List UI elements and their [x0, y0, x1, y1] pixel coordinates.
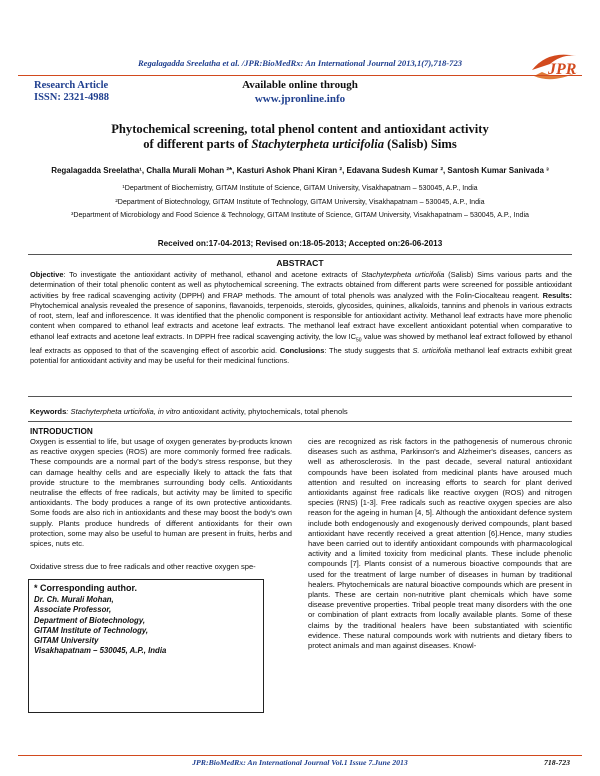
header-rule	[18, 75, 582, 76]
abstract-heading: ABSTRACT	[276, 258, 324, 268]
intro-paragraph-1: Oxygen is essential to life, but usage of oxygen generates by-products known as reactive oxygen species (ROS) are more commonly formed free radicals. These compounds are a normal part of the body's stress response, but they can damage healthy cells and are especially likely to attack the fats that provide structure to the membranes surrounding body cells. Antioxidants neutralise the effects of free radicals, but activity may be limited to specific antioxidants. The body produces a range of its own protective antioxidants. Some foods are also rich in antioxidants and these may boost the body's own supply. Plants produce hundreds of different antioxidants for their own protection, some may also be useful to human are present in fruits, herbs and spices, nuts etc.	[30, 437, 292, 549]
divider	[28, 421, 572, 422]
issn: ISSN: 2321-4988	[34, 92, 109, 103]
corr-line: Dr. Ch. Murali Mohan,	[34, 595, 114, 604]
paper-title	[60, 122, 540, 152]
corr-line: Associate Professor,	[34, 605, 112, 615]
divider	[28, 396, 572, 397]
journal-url-link[interactable]: www.jpronline.info	[254, 93, 346, 105]
submission-dates: Received on:17-04-2013; Revised on:18-05-2013; Accepted on:26-06-2013	[157, 239, 443, 248]
title-line-1: Phytochemical screening, total phenol content and antioxidant activity	[111, 122, 489, 136]
available-online: Available online through	[242, 79, 358, 91]
author-list: Regalagadda Sreelatha¹, Challa Murali Mohan ²*, Kasturi Ashok Phani Kiran ², Edavana Sudesh Kumar ², Santosh Kumar Sanivada ³	[51, 166, 549, 175]
corr-line: GITAM University	[34, 636, 99, 646]
page-range: 718-723	[544, 758, 570, 767]
intro-paragraph-2: Oxidative stress due to free radicals and other reactive oxygen spe-	[30, 562, 256, 571]
running-header: Regalagadda Sreelatha et al. /JPR:BioMedRx: An International Journal 2013,1(7),718-723	[137, 58, 463, 68]
corr-line: Department of Biotechnology,	[34, 615, 146, 625]
keywords: Keywords: Stachyterpheta urticifolia, in vitro antioxidant activity, phytochemicals, total phenols	[30, 407, 348, 416]
title-line-2: of different parts of Stachyterpheta urticifolia (Salisb) Sims	[143, 137, 457, 151]
footer-journal: JPR:BioMedRx: An International Journal Vol.1 Issue 7.June 2013	[192, 758, 408, 767]
introduction-heading: INTRODUCTION	[30, 427, 93, 436]
affiliation-2: ²Department of Biotechnology, GITAM Institute of Technology, GITAM University, Visakhapatnam – 530045, A.P., India	[115, 198, 485, 206]
affiliation-1: ¹Department of Biochemistry, GITAM Institute of Science, GITAM University, Visakhapatnam – 530045, A.P., India	[122, 184, 478, 192]
corr-line: Visakhapatnam – 530045, A.P., India	[34, 646, 167, 656]
corr-line: GITAM Institute of Technology,	[34, 625, 149, 635]
abstract-body: Objective: To investigate the antioxidant activity of methanol, ethanol and acetone extracts of Stachyterpheta urticifolia (Salisb) Sims various parts and the determination of their total phenolic content as well as phytochemical screening. The extracts obtained from different parts were screened for possible antioxidant activities by free radical scavenging activity (DPPH) and FRAP methods. The amount of total phenols was analyzed with the Folin-Ciocalteau reagent. Results: Phytochemical analysis revealed the presence of saponins, flavanoids, terpenoids, steroids, glycosides, quinines, alkaloids, tannins and phenols in various extracts of root, stem, leaf and inflorescence. It was identified that the phenolic component is responsible for antioxidant activity. Methanol leaf extracts have more phenolic content when compared to ethanol leaf extracts and acetone leaf extracts. The methanol leaf extract have excellent antioxidant potential when comparative to ethanol leaf extracts and acetone leaf extracts. In DPPH free radical scavenging activity, the low $IC_{50}$ value was showed by methanol leaf extract followed by ethanol leaf extracts as opposed to that of the scavenging effect of ascorbic acid. Conclusions: The study suggests that S. urticifolia methanol leaf extracts exhibit great potential for antioxidant activity and may be useful for their medicinal functions.	[30, 270, 572, 365]
footer-rule	[18, 755, 582, 756]
divider	[28, 254, 572, 255]
article-type: Research Article	[34, 80, 109, 91]
svg-text:JPR: JPR	[548, 61, 577, 78]
corresponding-author-box	[28, 579, 264, 713]
species-name: Stachyterpheta urticifolia	[251, 137, 384, 151]
corresponding-heading: * Corresponding author.	[34, 583, 138, 593]
affiliation-3: ³Department of Microbiology and Food Science & Technology, GITAM Institute of Science, GITAM University, Visakhapatnam – 530045, A.P., India	[70, 211, 530, 219]
intro-column-2: cies are recognized as risk factors in the pathogenesis of numerous chronic diseases such as asthma, Parkinson's and Alzheimer's diseases, cancers as well as atherosclerosis. In the past decade, several natural antioxidant compounds have been isolated from medicinal plants have aroused much attention and resulted on increasing efforts to search for plant derived antioxidants against free radicals like reactive oxygen (ROS) and nitrogen species (RNS) [1-3]. Free radicals such as reactive oxygen species are also reason for the ageing in human [4, 5]. Although the antioxidant defence system include both endogenously and exogenously derived compounds, plant based antioxidant have recently received a great attention [6].Hence, many studies have been carried out to identify antioxidant compounds with pharmacological activity and a limited toxicity from medicinal plants. These include phenolic compounds [7]. Plants consist of a numerous bioactive compounds that are used for the treatment of large number of diseases in human by traditional healers. Phytochemicals are natural bioactive compounds which are present in plants. These are certain non-nutritive plant chemicals which have some disease preventive properties. Tribal people treat many disorders with the one or combination of plant extracts from locally available plants. Some of these claims by the traditional healers have been substantiated with scientific evidence. These natural compounds work with nutrients and dietary fibers to protect animals and man against diseases. Knowl-	[308, 437, 572, 651]
availability	[0, 78, 600, 106]
